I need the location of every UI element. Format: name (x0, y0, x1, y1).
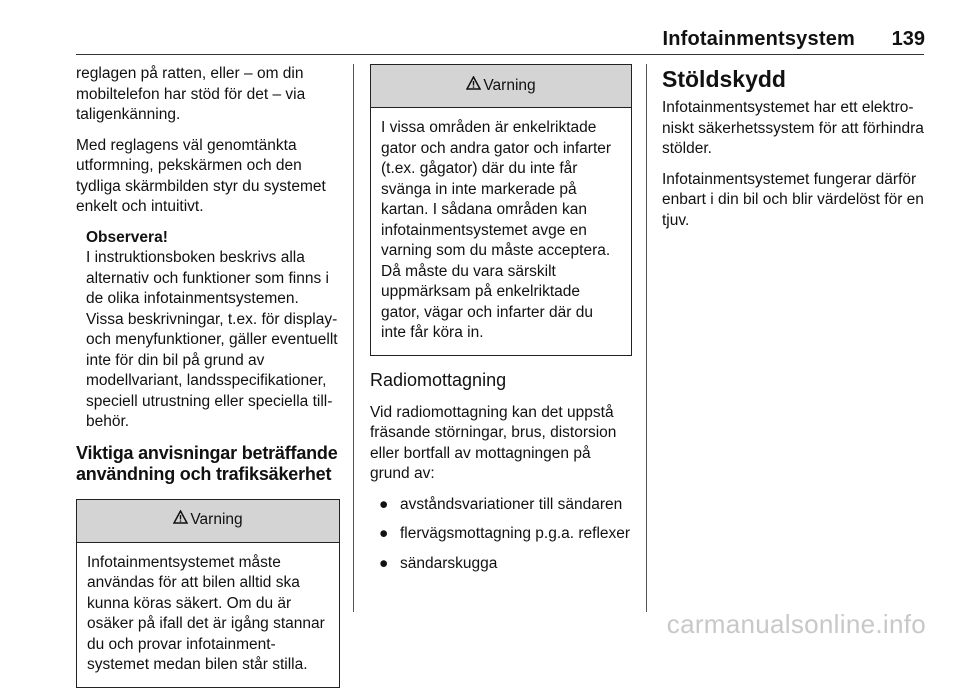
paragraph: Vid radiomottagning kan det uppstå fräsande störningar, brus, distorsion eller bortfall av mottagningen på grund av: (370, 403, 617, 482)
warning-text: I vissa områden är enkelriktade gator och andra gator och infarter (t.ex. gågator) där du inte får svänga in inte markerade på kartan. I sådana områden kan infotainmentsystemet avge en varning som du måste acceptera. Då måste du vara särskilt uppmärksam på enkelriktade gator, vägar och infarter där du inte får köra in. (381, 119, 612, 341)
page-number: 139 (891, 28, 925, 50)
list-item-text: sändarskugga (400, 554, 498, 572)
warning-box (76, 499, 340, 688)
column-left (76, 64, 340, 688)
section-heading: Radiomottagning (370, 369, 507, 390)
warning-label: Varning (190, 511, 243, 529)
column-divider (353, 64, 354, 612)
section-heading: Viktiga anvisningar beträffande användning och trafiksäkerhet (76, 442, 338, 484)
list-item (370, 554, 632, 575)
warning-box (370, 64, 632, 356)
header-title: Infotainmentsystem (662, 28, 855, 50)
list-item (370, 495, 632, 516)
column-divider (646, 64, 647, 612)
paragraph: reglagen på ratten, eller – om din mobiltelefon har stöd för det – via taligenkänning. (76, 65, 306, 123)
note-text: I instruktionsboken beskrivs alla alternativ och funktioner som finns i de olika infotainmentsystemen. Vissa beskrivningar, t.ex. för display- och menyfunktioner, gäller eventuellt inte för din bil på grund av modellvariant, landsspecifikationer, speciell utrustning eller speciella tillbehör. (86, 249, 338, 430)
column-right (662, 64, 926, 241)
bullet-list (370, 495, 632, 575)
warning-header (371, 65, 631, 108)
warning-triangle-icon (466, 76, 481, 97)
paragraph: Infotainmentsystemet fungerar därför enbart i din bil och blir värdelöst för en tjuv. (662, 170, 924, 229)
list-item (370, 524, 632, 545)
watermark: carmanualsonline.info (666, 609, 926, 639)
warning-triangle-icon (173, 510, 188, 531)
warning-header (77, 500, 339, 543)
paragraph: Med reglagens väl genomtänkta utformning, pekskärmen och den tydliga skärmbilden styr du systemet enkelt och intuitivt. (76, 136, 326, 215)
note-title: Observera! (86, 228, 168, 246)
list-item-text: avståndsvariationer till sändaren (400, 495, 623, 513)
header-divider (76, 54, 924, 55)
column-middle (370, 64, 632, 583)
bullet-icon: ● (379, 525, 389, 542)
warning-label: Varning (483, 76, 536, 94)
warning-text: Infotainmentsystemet måste användas för att bilen alltid ska kunna köras säkert. Om du är osäker på ifall det är igång stannar du och provar infotainmentsystemet medan bilen står stilla. (87, 553, 325, 673)
list-item-text: flervägsmottagning p.g.a. reflexer (400, 525, 631, 542)
bullet-icon: ● (379, 495, 389, 513)
bullet-icon: ● (379, 554, 389, 572)
section-heading: Stöldskydd (662, 66, 786, 92)
note-block (76, 228, 340, 433)
paragraph: Infotainmentsystemet har ett elektroniskt säkerhetssystem för att förhindra stölder. (662, 99, 924, 157)
